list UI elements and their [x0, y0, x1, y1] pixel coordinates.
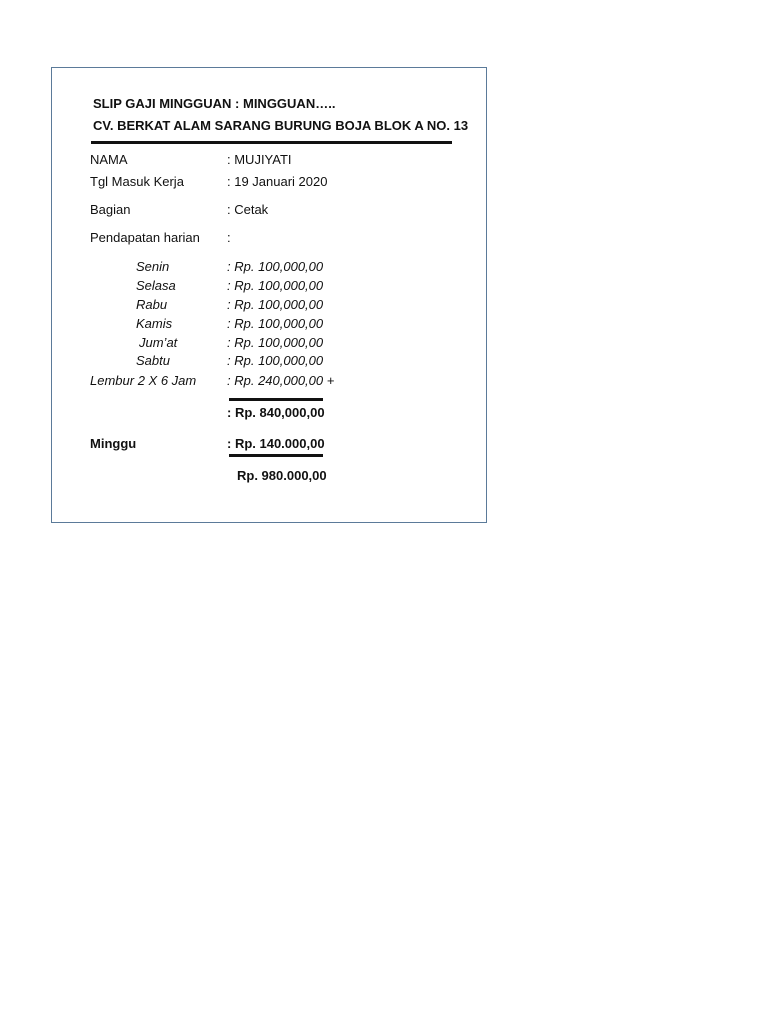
total-rule [229, 454, 323, 457]
daily-amount: : Rp. 100,000,00 [227, 297, 324, 312]
daily-day: Selasa [136, 278, 176, 293]
slip-title: SLIP GAJI MINGGUAN : MINGGUAN….. [93, 96, 336, 111]
daily-amount: : Rp. 100,000,00 [227, 316, 324, 331]
daily-amount: : Rp. 100,000,00 [227, 353, 324, 368]
info-value-daily-income: : [227, 230, 231, 245]
sunday-amount: : Rp. 140.000,00 [227, 436, 325, 451]
info-value-start-date: : 19 Januari 2020 [227, 174, 328, 189]
daily-day: Jum’at [139, 335, 178, 350]
info-label-daily-income: Pendapatan harian [90, 230, 200, 245]
daily-day: Sabtu [136, 353, 170, 368]
daily-day: Kamis [136, 316, 173, 331]
daily-day: Senin [136, 259, 170, 274]
daily-amount: : Rp. 100,000,00 [227, 278, 324, 293]
info-value-name: : MUJIYATI [227, 152, 292, 167]
header-divider [91, 141, 452, 144]
daily-amount: : Rp. 100,000,00 [227, 335, 324, 350]
overtime-amount: : Rp. 240,000,00 + [227, 373, 335, 388]
subtotal-amount: : Rp. 840,000,00 [227, 405, 325, 420]
daily-day: Rabu [136, 297, 168, 312]
info-value-department: : Cetak [227, 202, 269, 217]
total-amount: Rp. 980.000,00 [237, 468, 327, 483]
info-label-department: Bagian [90, 202, 131, 217]
sunday-label: Minggu [90, 436, 137, 451]
subtotal-rule [229, 398, 323, 401]
info-label-start-date: Tgl Masuk Kerja [90, 174, 184, 189]
company-name: CV. BERKAT ALAM SARANG BURUNG BOJA BLOK A NO. 13 [93, 118, 469, 133]
overtime-label: Lembur 2 X 6 Jam [90, 373, 197, 388]
salary-slip [51, 67, 487, 523]
info-label-name: NAMA [90, 152, 128, 167]
daily-amount: : Rp. 100,000,00 [227, 259, 324, 274]
